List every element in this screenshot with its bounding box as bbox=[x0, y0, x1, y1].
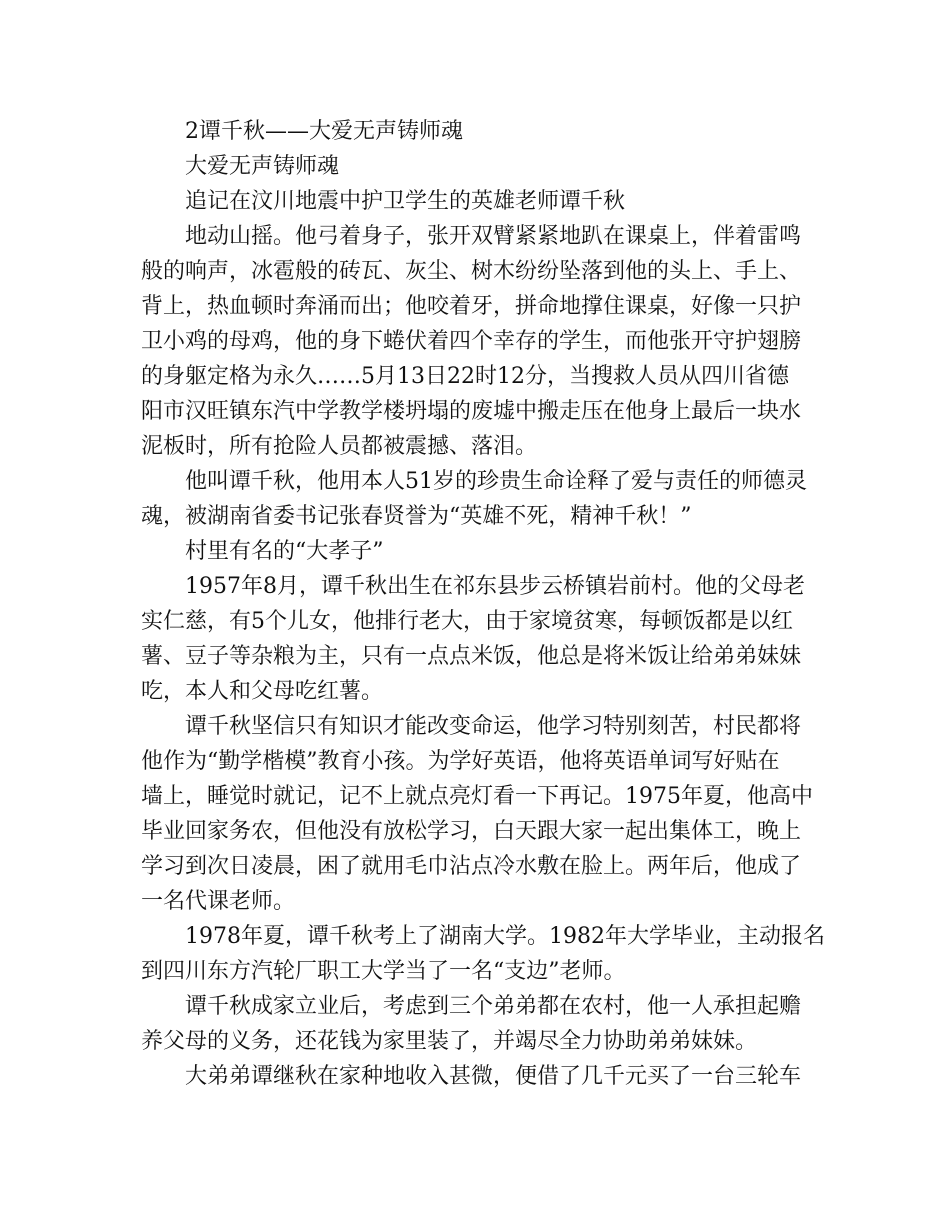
text-line: 阳市汉旺镇东汽中学教学楼坍塌的废墟中搬走压在他身上最后一块水 bbox=[141, 399, 802, 424]
text-line: 1957年8月，谭千秋出生在祁东县步云桥镇岩前村。他的父母老 bbox=[185, 574, 805, 599]
text-line: 实仁慈，有5个儿女，他排行老大，由于家境贫寒，每顿饭都是以红 bbox=[141, 609, 793, 634]
text-line: 毕业回家务农，但他没有放松学习，白天跟大家一起出集体工，晚上 bbox=[141, 819, 802, 844]
text-line: 泥板时，所有抢险人员都被震撼、落泪。 bbox=[141, 434, 538, 459]
article-body bbox=[141, 114, 825, 1094]
text-line: 卫小鸡的母鸡，他的身下蜷伏着四个幸存的学生，而他张开守护翅膀 bbox=[141, 329, 802, 354]
text-line: 大爱无声铸师魂 bbox=[185, 154, 340, 179]
text-line: 背上，热血顿时奔涌而出；他咬着牙，拼命地撑住课桌，好像一只护 bbox=[141, 294, 802, 319]
text-line: 般的响声，冰雹般的砖瓦、灰尘、树木纷纷坠落到他的头上、手上、 bbox=[141, 259, 802, 284]
text-line: 学习到次日凌晨，困了就用毛巾沾点冷水敷在脸上。两年后，他成了 bbox=[141, 854, 802, 879]
text-line: 一名代课老师。 bbox=[141, 889, 296, 914]
text-line: 1978年夏，谭千秋考上了湖南大学。1982年大学毕业，主动报名 bbox=[185, 924, 825, 949]
text-line: 到四川东方汽轮厂职工大学当了一名“支边”老师。 bbox=[141, 959, 626, 984]
text-line: 养父母的义务，还花钱为家里装了，并竭尽全力协助弟弟妹妹。 bbox=[141, 1029, 758, 1054]
text-line: 追记在汶川地震中护卫学生的英雄老师谭千秋 bbox=[185, 189, 626, 214]
text-line: 墙上，睡觉时就记，记不上就点亮灯看一下再记。1975年夏，他高中 bbox=[141, 784, 813, 809]
text-line: 地动山摇。他弓着身子，张开双臂紧紧地趴在课桌上，伴着雷鸣 bbox=[185, 224, 802, 249]
text-line: 吃，本人和父母吃红薯。 bbox=[141, 679, 384, 704]
text-line: 薯、豆子等杂粮为主，只有一点点米饭，他总是将米饭让给弟弟妹妹 bbox=[141, 644, 802, 669]
text-line: 村里有名的“大孝子” bbox=[185, 539, 384, 564]
text-line: 他作为“勤学楷模”教育小孩。为学好英语，他将英语单词写好贴在 bbox=[141, 749, 780, 774]
text-line: 2谭千秋——大爱无声铸师魂 bbox=[185, 119, 463, 144]
text-line: 大弟弟谭继秋在家种地收入甚微，便借了几千元买了一台三轮车 bbox=[185, 1064, 802, 1089]
text-line: 魂，被湖南省委书记张春贤誉为“英雄不死，精神千秋！” bbox=[141, 504, 692, 529]
text-line: 谭千秋坚信只有知识才能改变命运，他学习特别刻苦，村民都将 bbox=[185, 714, 802, 739]
text-line: 他叫谭千秋，他用本人51岁的珍贵生命诠释了爱与责任的师德灵 bbox=[185, 469, 807, 494]
text-line: 谭千秋成家立业后，考虑到三个弟弟都在农村，他一人承担起赡 bbox=[185, 994, 802, 1019]
text-line: 的身躯定格为永久……5月13日22时12分，当搜救人员从四川省德 bbox=[141, 364, 789, 389]
